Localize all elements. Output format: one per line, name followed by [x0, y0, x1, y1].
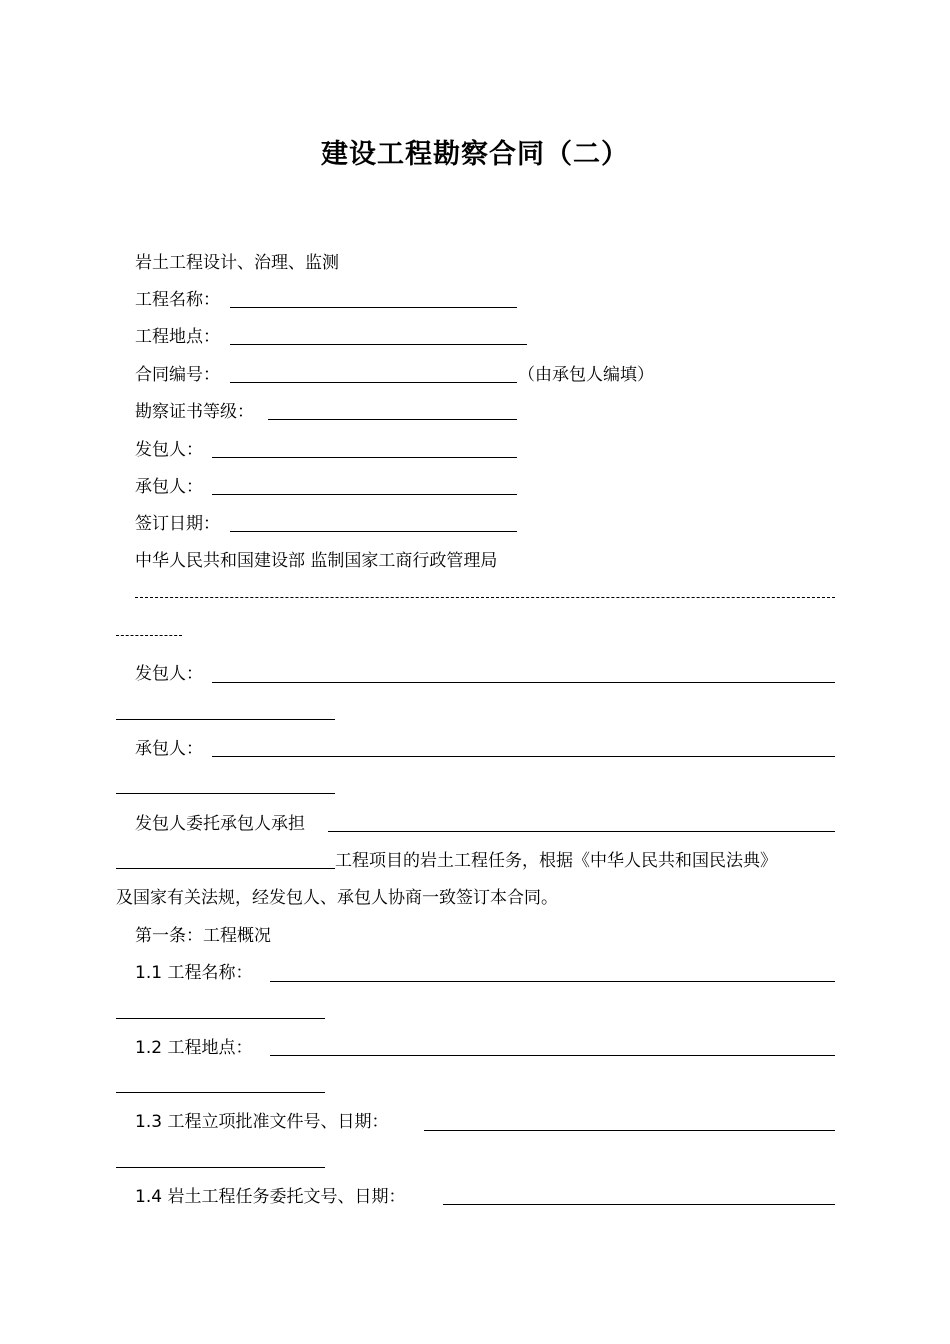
sign-date-label: 签订日期： — [135, 514, 220, 534]
contract-no-label: 合同编号： — [135, 365, 220, 385]
item-1-1-label: 1.1 工程名称： — [135, 963, 253, 983]
project-location-label: 工程地点： — [135, 327, 220, 347]
cover-contractor-blank[interactable] — [212, 494, 517, 495]
sign-date-blank[interactable] — [230, 531, 517, 532]
cover-employer-blank[interactable] — [212, 457, 517, 458]
employer-blank[interactable] — [212, 682, 835, 683]
item-1-3-blank[interactable] — [424, 1130, 835, 1131]
document-title: 建设工程勘察合同（二） — [321, 139, 629, 170]
employer-blank-cont[interactable] — [116, 719, 335, 720]
cert-grade-blank[interactable] — [268, 419, 517, 420]
entrust-prefix: 发包人委托承包人承担 — [135, 814, 305, 834]
issuer-line: 中华人民共和国建设部 监制国家工商行政管理局 — [135, 551, 498, 571]
contractor-blank-cont[interactable] — [116, 793, 335, 794]
item-1-2-blank-cont[interactable] — [116, 1092, 325, 1093]
project-name-blank[interactable] — [230, 307, 517, 308]
item-1-4-label: 1.4 岩土工程任务委托文号、日期： — [135, 1187, 406, 1207]
item-1-2-label: 1.2 工程地点： — [135, 1038, 253, 1058]
separator-dashes — [135, 597, 835, 598]
contract-no-note: （由承包人编填） — [518, 365, 654, 385]
employer-label: 发包人： — [135, 664, 203, 684]
article1-title: 第一条：工程概况 — [135, 926, 271, 946]
project-location-blank[interactable] — [230, 344, 527, 345]
cert-grade-label: 勘察证书等级： — [135, 402, 254, 422]
separator-dashes-tail — [116, 635, 182, 636]
cover-subtitle: 岩土工程设计、治理、监测 — [135, 253, 339, 273]
item-1-1-blank[interactable] — [270, 981, 835, 982]
entrust-project-blank-cont[interactable] — [116, 868, 335, 869]
entrust-project-blank[interactable] — [328, 831, 835, 832]
entrust-line2: 及国家有关法规，经发包人、承包人协商一致签订本合同。 — [116, 888, 558, 908]
contractor-blank[interactable] — [212, 756, 835, 757]
item-1-3-blank-cont[interactable] — [116, 1167, 325, 1168]
item-1-3-label: 1.3 工程立项批准文件号、日期： — [135, 1112, 389, 1132]
item-1-1-blank-cont[interactable] — [116, 1018, 325, 1019]
contractor-label: 承包人： — [135, 739, 203, 759]
item-1-2-blank[interactable] — [270, 1055, 835, 1056]
project-name-label: 工程名称： — [135, 290, 220, 310]
entrust-suffix: 工程项目的岩土工程任务，根据《中华人民共和国民法典》 — [335, 851, 777, 871]
item-1-4-blank[interactable] — [443, 1204, 835, 1205]
cover-contractor-label: 承包人： — [135, 477, 203, 497]
cover-employer-label: 发包人： — [135, 440, 203, 460]
contract-no-blank[interactable] — [230, 382, 517, 383]
